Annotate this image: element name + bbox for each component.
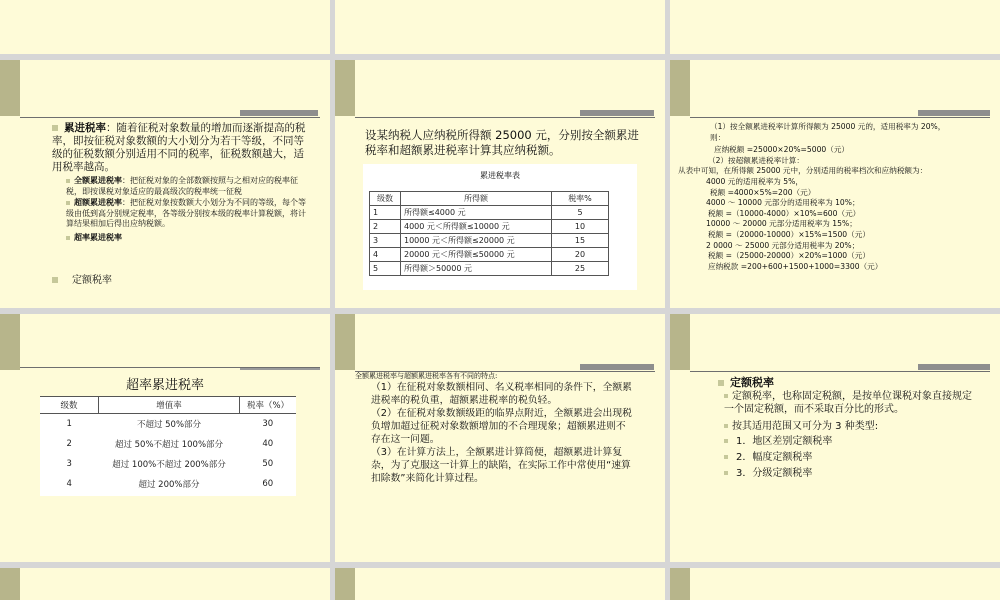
table-cell: 所得额≤4000 元 bbox=[401, 206, 552, 220]
bullet-icon bbox=[724, 424, 728, 428]
table-title: 累进税率表 bbox=[480, 171, 520, 180]
table-cell: 超过 50%不超过 100%部分 bbox=[114, 439, 224, 450]
table-row bbox=[370, 220, 609, 234]
title-bar bbox=[918, 110, 990, 116]
excess-progressive-item bbox=[66, 198, 312, 230]
slide-title: 定额税率 bbox=[730, 376, 774, 389]
excess-progressive-text: ：把征税对象按数额大小划分为不同的等级，每个等级由低到高分别规定税率，各等级分别按本级的税率计算税额，将计算结果相加后得出应纳税额。 bbox=[66, 198, 306, 228]
full-progressive-item bbox=[66, 176, 312, 197]
table-cell: 4 bbox=[370, 248, 401, 262]
divider-line bbox=[690, 371, 990, 372]
table-cell: 25 bbox=[552, 262, 609, 276]
table-cell: 60 bbox=[262, 478, 274, 489]
table-row bbox=[370, 262, 609, 276]
calc-line: （1）按全额累进税率计算所得额为 25000 元的，适用税率为 20%， bbox=[710, 122, 946, 131]
calc-line: 税额 =（20000-10000）×15%=1500（元） bbox=[708, 229, 870, 239]
full-progressive-text: ：把征税对象的全部数额按照与之相对应的税率征税，即按课税对象适应的最高级次的税率统一征税 bbox=[66, 176, 298, 196]
table-cell: 5 bbox=[370, 262, 401, 276]
title-bar bbox=[580, 110, 654, 116]
slide-accent-bar bbox=[670, 60, 690, 116]
slide-accent-bar bbox=[0, 314, 20, 370]
title-bar bbox=[240, 110, 318, 116]
slide-accent-bar bbox=[670, 568, 690, 600]
progressive-rate-definition bbox=[52, 122, 314, 174]
type-item-text: 3．分级定额税率 bbox=[736, 468, 813, 479]
bullet-icon bbox=[724, 394, 728, 398]
table-cell: 4 bbox=[66, 478, 72, 489]
characteristic-paragraph: （2）在征税对象数额级距的临界点附近，全额累进会出现税负增加超过征税对象数额增加的不合理现象；超额累进则不存在这一问题。 bbox=[371, 408, 632, 445]
calc-line: 应纳税额 =25000×20%=5000（元） bbox=[714, 145, 850, 155]
fixed-rate-text: 定额税率 bbox=[72, 275, 112, 286]
bullet-icon bbox=[718, 380, 724, 386]
full-progressive-label: 全额累进税率 bbox=[74, 176, 122, 185]
table-row bbox=[370, 206, 609, 220]
type-item bbox=[724, 467, 812, 480]
excess-progressive-label: 超额累进税率 bbox=[74, 198, 122, 207]
bullet-icon bbox=[724, 471, 728, 475]
header-cell: 税率% bbox=[552, 192, 609, 206]
slide-thumbnail[interactable] bbox=[335, 568, 665, 600]
table-row bbox=[40, 454, 296, 474]
description-text: 定额税率，也称固定税额，是按单位课税对象直接规定一个固定税额，而不采取百分比的形式。 bbox=[724, 391, 972, 415]
bullet-icon bbox=[52, 125, 58, 131]
table-cell: 10000 元＜所得额≤20000 元 bbox=[401, 234, 552, 248]
slide-accent-bar bbox=[335, 60, 355, 116]
example-question: 设某纳税人应纳税所得额 25000 元，分别按全额累进税率和超额累进税率计算其应纳税额。 bbox=[365, 128, 639, 157]
slide-thumbnail-super-rate[interactable] bbox=[0, 314, 330, 562]
slide-thumbnail[interactable] bbox=[0, 0, 330, 54]
title-bar bbox=[240, 368, 320, 370]
table-cell: 所得额＞50000 元 bbox=[401, 262, 552, 276]
slide-thumbnail-fixed-rate[interactable] bbox=[670, 314, 1000, 562]
header-cell: 级数 bbox=[40, 397, 99, 414]
slide-accent-bar bbox=[0, 60, 20, 116]
title-bar bbox=[918, 364, 990, 370]
slide-accent-bar bbox=[670, 314, 690, 370]
header-cell: 级数 bbox=[370, 192, 401, 206]
table-cell: 4000 元＜所得额≤10000 元 bbox=[401, 220, 552, 234]
table-cell: 40 bbox=[262, 438, 274, 449]
table-row bbox=[40, 434, 296, 454]
bullet-icon bbox=[52, 277, 58, 283]
characteristic-paragraph: （1）在征税对象数额相同、名义税率相同的条件下，全额累进税率的税负重，超额累进税率的税负轻。 bbox=[371, 382, 632, 406]
table-cell: 15 bbox=[552, 234, 609, 248]
table-cell: 超过 200%部分 bbox=[138, 479, 200, 490]
header-cell: 税率（%） bbox=[240, 397, 297, 414]
type-item bbox=[724, 451, 812, 464]
table-cell: 不超过 50%部分 bbox=[136, 419, 202, 430]
table-header-row bbox=[40, 397, 296, 414]
slide-thumbnail-calculation[interactable] bbox=[670, 60, 1000, 308]
title-bar bbox=[580, 364, 654, 370]
fixed-rate-item bbox=[52, 274, 252, 287]
table-cell: 1 bbox=[370, 206, 401, 220]
slide-thumbnail[interactable] bbox=[0, 568, 330, 600]
type-item bbox=[724, 435, 832, 448]
bullet-icon bbox=[724, 455, 728, 459]
slide-accent-bar bbox=[335, 314, 355, 370]
super-rate-table bbox=[40, 396, 296, 496]
super-rate-label: 超率累进税率 bbox=[74, 233, 122, 242]
table-cell: 1 bbox=[66, 418, 72, 429]
table-row bbox=[370, 248, 609, 262]
table-cell: 3 bbox=[370, 234, 401, 248]
slide-thumbnail[interactable] bbox=[335, 0, 665, 54]
table-header-row bbox=[370, 192, 609, 206]
slide-thumbnail-characteristics[interactable] bbox=[335, 314, 665, 562]
calc-line: 2 0000 ～ 25000 元部分适用税率为 20%； bbox=[706, 240, 860, 250]
super-rate-item bbox=[66, 233, 312, 244]
divider-line bbox=[690, 117, 990, 118]
table-cell: 30 bbox=[262, 418, 274, 429]
slide-title: 超率累进税率 bbox=[125, 378, 204, 393]
types-intro-text: 按其适用范围又可分为 3 种类型: bbox=[732, 421, 879, 432]
table-cell: 2 bbox=[370, 220, 401, 234]
table-cell: 2 bbox=[66, 438, 72, 449]
calc-line: 应纳税款 =200+600+1500+1000=3300（元） bbox=[708, 261, 883, 271]
progressive-rate-table bbox=[363, 164, 637, 290]
calculation-text bbox=[678, 122, 998, 272]
divider-line bbox=[355, 117, 655, 118]
table-row bbox=[40, 474, 296, 494]
calc-line: 4000 元的适用税率为 5%， bbox=[706, 176, 803, 186]
types-intro bbox=[724, 420, 980, 433]
table-cell: 20000 元＜所得额≤50000 元 bbox=[401, 248, 552, 262]
bullet-icon bbox=[724, 439, 728, 443]
calc-line: （2）按超额累进税率计算： bbox=[708, 155, 804, 165]
divider-line bbox=[20, 367, 320, 368]
calc-line: 则： bbox=[710, 132, 726, 142]
type-item-text: 1．地区差别定额税率 bbox=[736, 436, 833, 447]
calc-line: 10000 ～ 20000 元部分适用税率为 15%； bbox=[706, 219, 857, 229]
slide-thumbnail[interactable] bbox=[670, 0, 1000, 54]
progressive-rate-label: 累进税率 bbox=[64, 122, 106, 134]
bullet-icon bbox=[66, 201, 70, 205]
table-cell: 50 bbox=[262, 458, 274, 469]
intro-text: 全额累进税率与超额累进税率各有不同的特点: bbox=[355, 372, 498, 380]
slide-accent-bar bbox=[335, 568, 355, 600]
bullet-icon bbox=[66, 236, 70, 240]
slide-thumbnail[interactable] bbox=[670, 568, 1000, 600]
calc-line: 从表中可知，在所得额 25000 元中，分别适用的税率档次和应纳税额为： bbox=[678, 166, 928, 176]
calc-line: 4000 ～ 10000 元部分的适用税率为 10%； bbox=[706, 198, 860, 208]
progressive-rate-text: ：随着征税对象数量的增加而逐渐提高的税率，即按征税对象数额的大小划分为若干等级，不同等级的征税数额分别适用不同的税率，征税数额越大，适用税率越高。 bbox=[52, 122, 306, 173]
fixed-rate-heading bbox=[718, 374, 774, 390]
divider-line bbox=[20, 117, 320, 118]
bullet-icon bbox=[66, 179, 70, 183]
slide-thumbnail-example[interactable] bbox=[335, 60, 665, 308]
slide-thumbnail-progressive-rate[interactable] bbox=[0, 60, 330, 308]
table-cell: 20 bbox=[552, 248, 609, 262]
characteristic-paragraph: （3）在计算方法上，全额累进计算简便，超额累进计算复杂，为了克服这一计算上的缺陷，在实际工作中常使用“速算扣除数”来简化计算过程。 bbox=[371, 447, 631, 484]
table-cell: 超过 100%不超过 200%部分 bbox=[112, 459, 226, 470]
table-cell: 5 bbox=[552, 206, 609, 220]
header-cell: 所得额 bbox=[401, 192, 552, 206]
fixed-rate-description bbox=[724, 390, 980, 416]
table-row bbox=[370, 234, 609, 248]
type-item-text: 2．幅度定额税率 bbox=[736, 452, 813, 463]
table-cell: 10 bbox=[552, 220, 609, 234]
calc-line: 税额 =（10000-4000）×10%=600（元） bbox=[708, 208, 861, 218]
slide-accent-bar bbox=[0, 568, 20, 600]
header-cell: 增值率 bbox=[99, 397, 240, 414]
calc-line: 税额 =（25000-20000）×20%=1000（元） bbox=[708, 251, 870, 261]
calc-line: 税额 =4000×5%=200（元） bbox=[710, 187, 816, 197]
table-row bbox=[40, 414, 296, 434]
table-cell: 3 bbox=[66, 458, 72, 469]
